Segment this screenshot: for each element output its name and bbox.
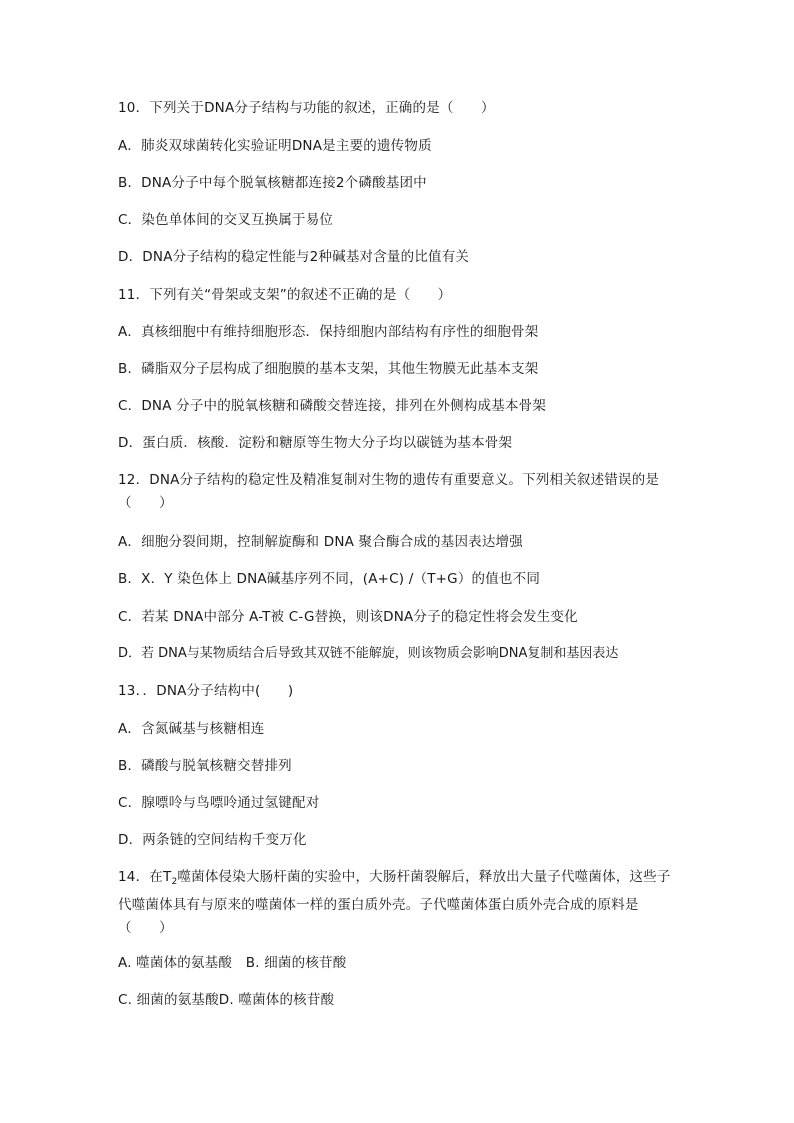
question-14-options-cd: C. 细菌的氨基酸D. 噬菌体的核苷酸: [118, 992, 335, 1008]
question-11-option-a: A．真核细胞中有维持细胞形态．保持细胞内部结构有序性的细胞骨架: [118, 324, 539, 340]
question-13-option-a: A．含氮碱基与核糖相连: [118, 721, 265, 737]
question-14-options-ab: A. 噬菌体的氨基酸 B. 细菌的核苷酸: [118, 955, 347, 971]
question-14-stem-rest: 噬菌体侵染大肠杆菌的实验中，大肠杆菌裂解后，释放出大量子代噬菌体，这些子代噬菌体具有与原来的噬菌体一样的蛋白质外壳。子代噬菌体蛋白质外壳合成的原料是（ ）: [118, 869, 671, 936]
question-12-option-a: A．细胞分裂间期，控制解旋酶和 DNA 聚合酶合成的基因表达增强: [118, 534, 523, 550]
question-14-subscript: 2: [171, 877, 178, 887]
question-13-option-d: D．两条链的空间结构千变万化: [118, 832, 307, 848]
question-12-option-b: B．X．Y 染色体上 DNA碱基序列不同，(A+C) /（T+G）的值也不同: [118, 571, 541, 587]
question-10-option-d: D．DNA分子结构的稳定性能与2种碱基对含量的比值有关: [118, 249, 470, 265]
question-13-stem: 13．．DNA分子结构中( ): [118, 683, 294, 699]
question-11-option-b: B．磷脂双分子层构成了细胞膜的基本支架，其他生物膜无此基本支架: [118, 361, 539, 377]
question-13-option-b: B．磷酸与脱氧核糖交替排列: [118, 758, 292, 774]
question-13-option-c: C．腺嘌呤与鸟嘌呤通过氢键配对: [118, 795, 320, 811]
question-12-option-d: D．若 DNA与某物质结合后导致其双链不能解旋，则该物质会影响DNA复制和基因表达: [118, 646, 619, 661]
question-10-option-c: C．染色单体间的交叉互换属于易位: [118, 212, 334, 228]
question-12-stem: 12．DNA分子结构的稳定性及精准复制对生物的遗传有重要意义。下列相关叙述错误的是（ ）: [118, 472, 660, 511]
question-14-stem: [118, 866, 684, 940]
question-10-option-a: A．肺炎双球菌转化实验证明DNA是主要的遗传物质: [118, 138, 432, 154]
question-11-option-d: D．蛋白质．核酸．淀粉和糖原等生物大分子均以碳链为基本骨架: [118, 435, 513, 451]
question-14-stem-prefix: 14．在T: [118, 869, 172, 885]
question-11-stem: 11．下列有关“骨架或支架”的叙述不正确的是（ ）: [118, 287, 452, 303]
question-12-option-c: C．若某 DNA中部分 A-T被 C-G替换，则该DNA分子的稳定性将会发生变化: [118, 609, 578, 625]
question-11-option-c: C．DNA 分子中的脱氧核糖和磷酸交替连接，排列在外侧构成基本骨架: [118, 398, 547, 414]
question-10-stem: 10．下列关于DNA分子结构与功能的叙述，正确的是（ ）: [118, 100, 495, 116]
question-10-option-b: B．DNA分子中每个脱氧核糖都连接2个磷酸基团中: [118, 175, 427, 191]
